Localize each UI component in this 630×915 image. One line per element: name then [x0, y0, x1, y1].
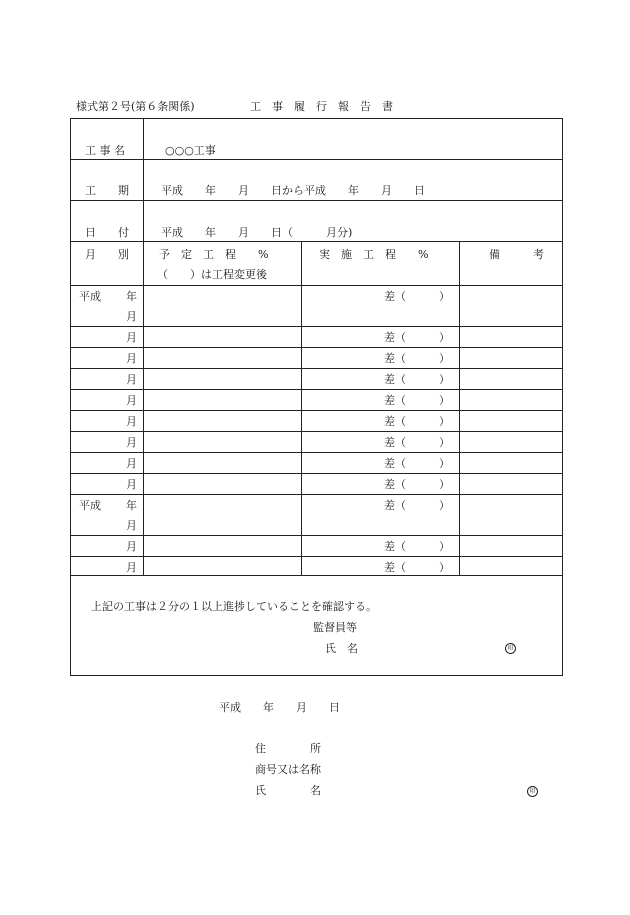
footer-seal-icon: 印 — [527, 786, 538, 797]
row-diff: 差（ ） — [384, 394, 450, 407]
row-month: 月 — [126, 310, 137, 323]
row-month: 月 — [126, 519, 137, 532]
header-remarks: 備 考 — [489, 248, 544, 261]
row-year: 年 — [126, 290, 137, 303]
table-row — [71, 556, 562, 577]
footer-name-label: 氏 名 — [255, 784, 321, 797]
row-month: 月 — [126, 540, 137, 553]
table-row — [71, 389, 562, 410]
row-month: 月 — [126, 394, 137, 407]
footer-address-label: 住 所 — [255, 742, 321, 755]
row-diff: 差（ ） — [384, 561, 450, 574]
row-month: 月 — [126, 561, 137, 574]
table-row — [71, 494, 562, 535]
form-number: 様式第２号(第６条関係) — [76, 100, 195, 113]
row-month: 月 — [126, 415, 137, 428]
footer-company-label: 商号又は名称 — [255, 763, 321, 776]
period-value: 平成 年 月 日から平成 年 月 日 — [161, 184, 425, 197]
row-month: 月 — [126, 373, 137, 386]
table-row — [71, 431, 562, 452]
row-diff: 差（ ） — [384, 499, 450, 512]
row-diff: 差（ ） — [384, 290, 450, 303]
table-row — [71, 285, 562, 326]
row-month: 月 — [126, 478, 137, 491]
header-month: 月 別 — [85, 248, 129, 261]
row-year: 年 — [126, 499, 137, 512]
row-month: 月 — [126, 436, 137, 449]
date-value: 平成 年 月 日（ 月分) — [161, 226, 353, 239]
report-form — [70, 118, 563, 676]
date-label: 日 付 — [85, 226, 129, 239]
table-row — [71, 368, 562, 389]
row-diff: 差（ ） — [384, 352, 450, 365]
project-name-value: ○○○工事 — [165, 144, 216, 157]
table-row — [71, 473, 562, 494]
table-row — [71, 347, 562, 368]
row-diff: 差（ ） — [384, 478, 450, 491]
project-name-label: 工 事 名 — [85, 144, 125, 157]
row-diff: 差（ ） — [384, 540, 450, 553]
row-era: 平成 — [79, 499, 101, 512]
row-era: 平成 — [79, 290, 101, 303]
footer-date: 平成 年 月 日 — [219, 701, 340, 714]
table-row — [71, 452, 562, 473]
row-diff: 差（ ） — [384, 331, 450, 344]
header-actual: 実 施 工 程 % — [319, 248, 429, 261]
header-planned: 予 定 工 程 % — [159, 248, 269, 261]
table-row — [71, 410, 562, 431]
row-diff: 差（ ） — [384, 436, 450, 449]
row-month: 月 — [126, 331, 137, 344]
table-row — [71, 326, 562, 347]
supervisor-name-label: 氏 名 — [325, 642, 358, 655]
header-planned-note: （ ）は工程変更後 — [157, 268, 267, 281]
row-diff: 差（ ） — [384, 457, 450, 470]
row-month: 月 — [126, 352, 137, 365]
form-title: 工 事 履 行 報 告 書 — [250, 100, 393, 113]
row-month: 月 — [126, 457, 137, 470]
row-diff: 差（ ） — [384, 373, 450, 386]
supervisor-label: 監督員等 — [313, 621, 357, 634]
row-diff: 差（ ） — [384, 415, 450, 428]
confirmation-text: 上記の工事は２分の１以上進捗していることを確認する。 — [91, 600, 377, 613]
period-label: 工 期 — [85, 184, 129, 197]
supervisor-seal-icon: 印 — [505, 643, 516, 654]
table-row — [71, 535, 562, 556]
